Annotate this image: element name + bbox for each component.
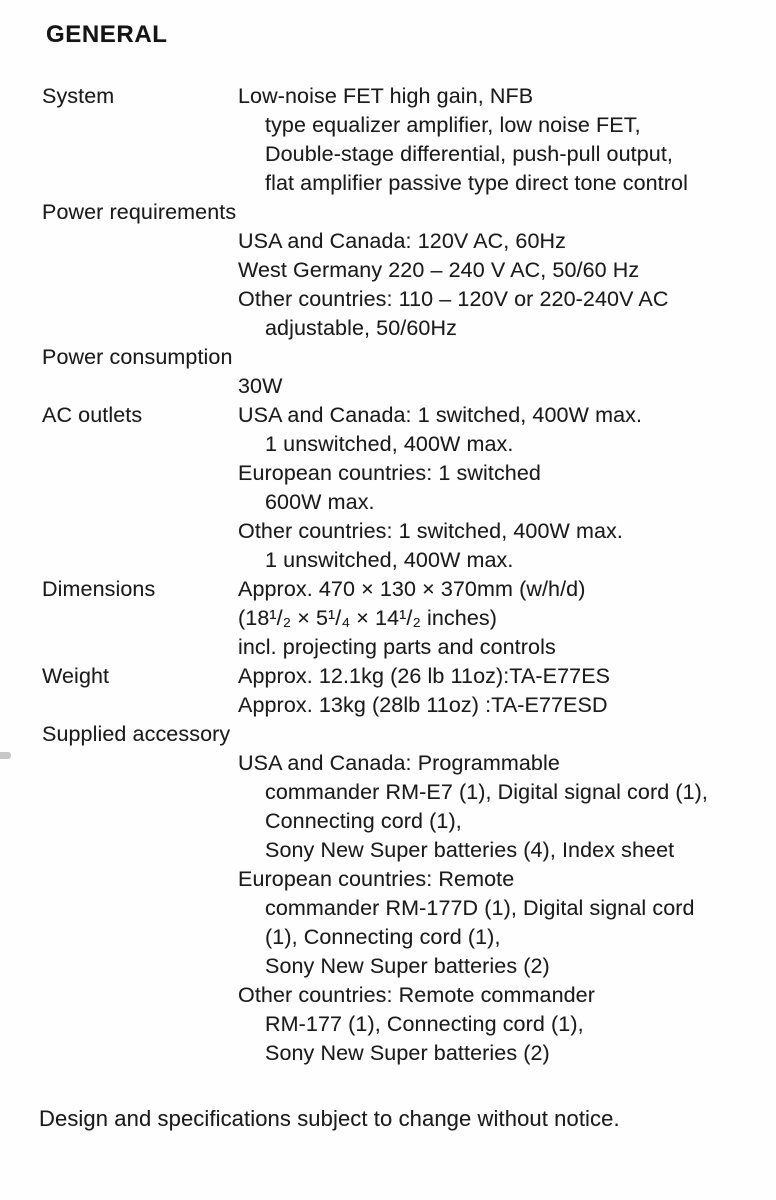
spec-label: AC outlets	[42, 403, 143, 427]
spec-value-line: USA and Canada: 120V AC, 60Hz	[238, 229, 567, 253]
spec-value-line: commander RM-E7 (1), Digital signal cord (1),	[265, 780, 708, 804]
spec-values	[238, 749, 748, 1068]
spec-value-line: adjustable, 50/60Hz	[265, 316, 457, 340]
spec-value-line: Other countries: 110 – 120V or 220-240V AC	[238, 287, 669, 311]
spec-value-line: Low-noise FET high gain, NFB	[238, 84, 534, 108]
spec-row	[42, 401, 748, 575]
spec-value-line: commander RM-177D (1), Digital signal cord	[265, 896, 695, 920]
spec-value-line: Sony New Super batteries (2)	[265, 954, 550, 978]
spec-value-line: European countries: 1 switched	[238, 461, 541, 485]
spec-row	[42, 82, 748, 198]
spec-values	[238, 575, 748, 662]
spec-values	[238, 372, 748, 401]
spec-row	[42, 198, 748, 343]
spec-value-line: Other countries: Remote commander	[238, 983, 595, 1007]
spec-row	[42, 720, 748, 1068]
spec-value-line: 1 unswitched, 400W max.	[265, 548, 514, 572]
spec-value-line: 600W max.	[265, 490, 375, 514]
scan-artifact	[0, 752, 11, 759]
spec-row	[42, 575, 748, 662]
spec-values	[238, 227, 748, 343]
section-title: GENERAL	[46, 21, 168, 48]
spec-value-line: Sony New Super batteries (4), Index sheet	[265, 838, 675, 862]
spec-value-line: 1 unswitched, 400W max.	[265, 432, 514, 456]
spec-value-line: USA and Canada: Programmable	[238, 751, 560, 775]
spec-value-line: type equalizer amplifier, low noise FET,	[265, 113, 641, 137]
spec-label: Dimensions	[42, 577, 156, 601]
spec-label: Power consumption	[42, 345, 233, 369]
spec-value-line: Double-stage differential, push-pull output,	[265, 142, 673, 166]
spec-values	[238, 662, 748, 720]
spec-value-line: Approx. 470 × 130 × 370mm (w/h/d)	[238, 577, 586, 601]
spec-values	[238, 401, 748, 575]
spec-value-line: European countries: Remote	[238, 867, 515, 891]
spec-value-line: flat amplifier passive type direct tone control	[265, 171, 688, 195]
footer-notice: Design and specifications subject to change without notice.	[39, 1106, 620, 1131]
spec-label: Supplied accessory	[42, 722, 231, 746]
spec-value-line: West Germany 220 – 240 V AC, 50/60 Hz	[238, 258, 640, 282]
spec-values	[238, 82, 748, 198]
spec-label: System	[42, 84, 115, 108]
spec-value-line: Connecting cord (1),	[265, 809, 462, 833]
spec-value-line: Other countries: 1 switched, 400W max.	[238, 519, 623, 543]
spec-value-line: incl. projecting parts and controls	[238, 635, 556, 659]
spec-label: Weight	[42, 664, 110, 688]
spec-value-line: Approx. 12.1kg (26 lb 11oz):TA-E77ES	[238, 664, 611, 688]
spec-list	[42, 82, 748, 1068]
spec-value-line: Approx. 13kg (28lb 11oz) :TA-E77ESD	[238, 693, 608, 717]
spec-value-line: (18¹/₂ × 5¹/₄ × 14¹/₂ inches)	[238, 606, 497, 630]
spec-value-line: USA and Canada: 1 switched, 400W max.	[238, 403, 643, 427]
spec-row	[42, 662, 748, 720]
spec-row	[42, 343, 748, 401]
spec-value-line: 30W	[238, 374, 283, 398]
page-content	[39, 20, 748, 1133]
spec-value-line: Sony New Super batteries (2)	[265, 1041, 550, 1065]
spec-label: Power requirements	[42, 200, 237, 224]
spec-value-line: RM-177 (1), Connecting cord (1),	[265, 1012, 584, 1036]
spec-value-line: (1), Connecting cord (1),	[265, 925, 501, 949]
